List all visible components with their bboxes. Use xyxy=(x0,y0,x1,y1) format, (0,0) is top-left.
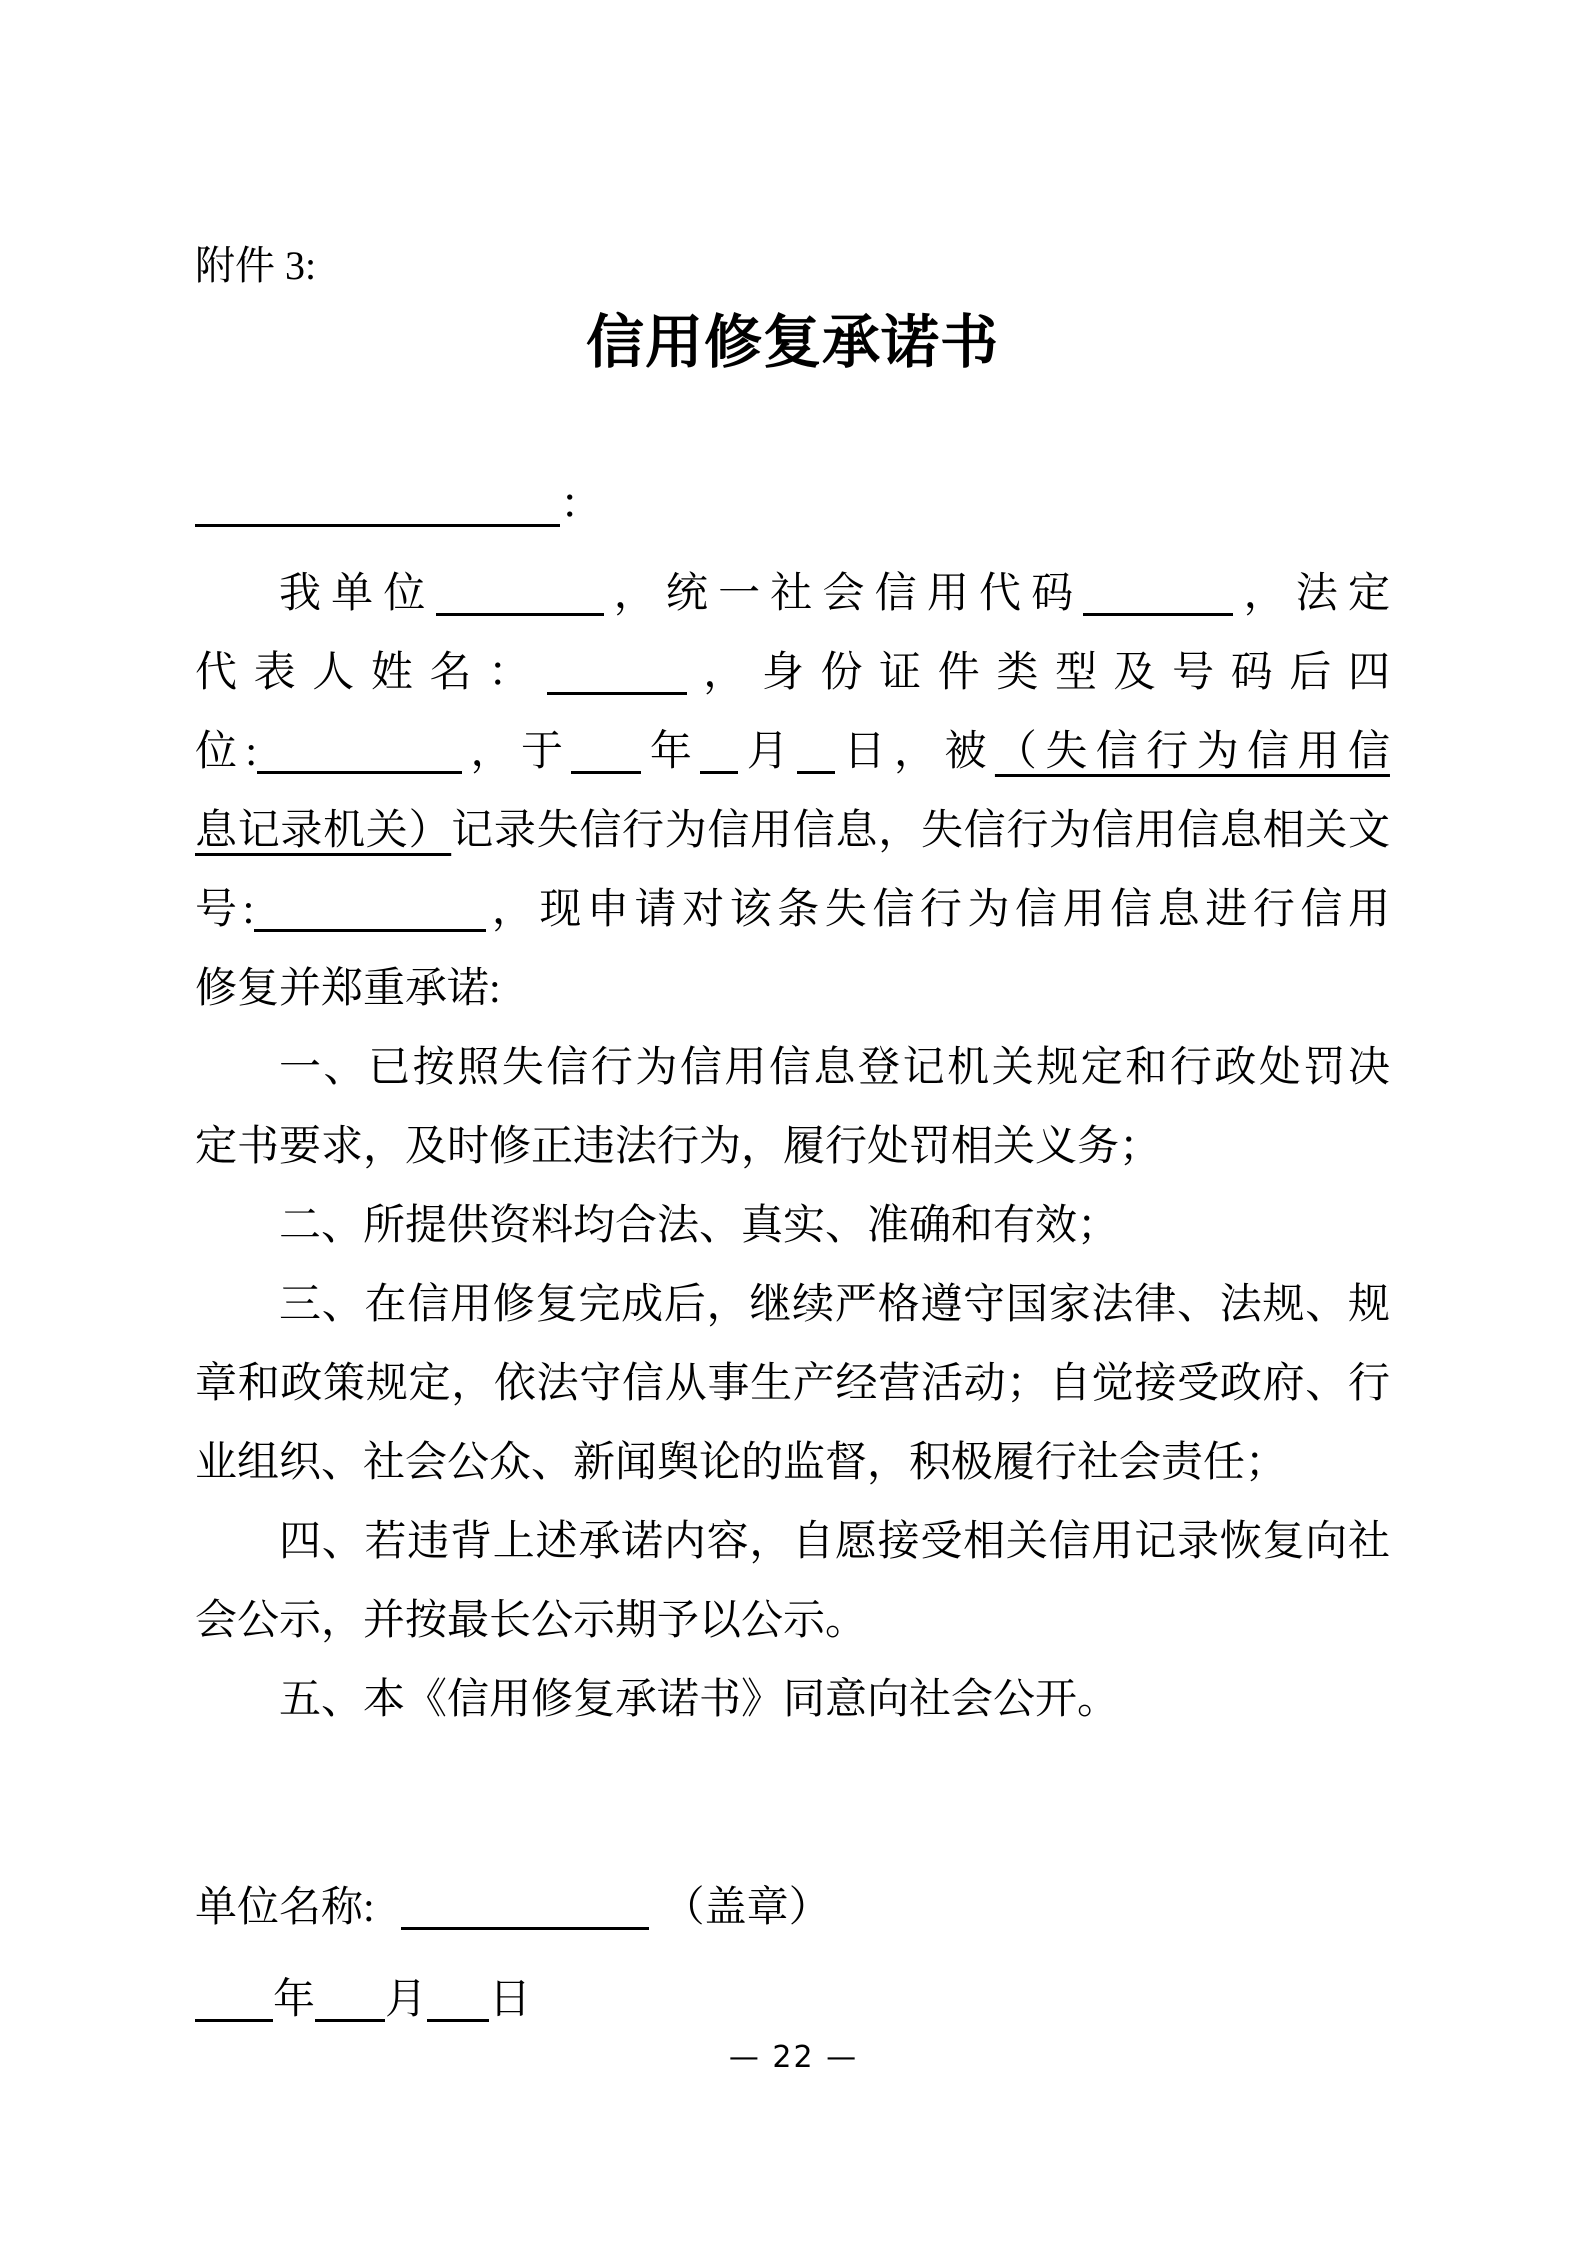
blank-fill-field xyxy=(254,885,486,932)
text-segment: ，法定 xyxy=(1233,571,1390,617)
text-segment: 定书要求，及时修正违法行为，履行处罚相关义务； xyxy=(195,1124,1162,1170)
intro-line-6 xyxy=(195,950,1390,1029)
text-segment: 年 xyxy=(273,1977,316,2023)
text-segment: ，统一社会信用代码 xyxy=(603,571,1084,617)
blank-fill-field xyxy=(547,648,687,695)
item-3-line-3 xyxy=(195,1424,1390,1503)
blank-fill-field xyxy=(401,1883,649,1930)
intro-line-3 xyxy=(195,713,1390,792)
text-segment: 月 xyxy=(385,1977,428,2023)
text-segment: 位: xyxy=(195,729,258,775)
item-2-line-1 xyxy=(195,1187,1390,1266)
underlined-text: （失信行为信用信 xyxy=(994,729,1390,775)
page-number: — 22 — xyxy=(728,2040,859,2075)
item-1-line-2 xyxy=(195,1108,1390,1187)
text-segment: 单位名称: xyxy=(195,1885,375,1931)
blank-fill-field xyxy=(797,727,835,774)
intro-line-4 xyxy=(195,792,1390,871)
text-segment: （盖章） xyxy=(662,1885,831,1931)
addressee-line xyxy=(195,466,1390,545)
text-segment: 修复并郑重承诺: xyxy=(195,966,501,1012)
document-body xyxy=(195,466,1390,1740)
item-5-line-1 xyxy=(195,1661,1390,1740)
blank-fill-field xyxy=(1083,569,1233,616)
item-1-line-1 xyxy=(195,1029,1390,1108)
blank-fill-field xyxy=(195,1975,273,2022)
text-segment: 五、本《信用修复承诺书》同意向社会公开。 xyxy=(279,1677,1120,1723)
text-segment: 二、所提供资料均合法、真实、准确和有效； xyxy=(279,1203,1120,1249)
blank-fill-field xyxy=(257,727,462,774)
item-3-line-2 xyxy=(195,1345,1390,1424)
text-segment: 年 xyxy=(641,729,701,775)
intro-line-2 xyxy=(195,634,1390,713)
item-4-line-2 xyxy=(195,1582,1390,1661)
text-segment: 号: xyxy=(195,887,255,933)
item-4-line-1 xyxy=(195,1503,1390,1582)
intro-line-5 xyxy=(195,871,1390,950)
text-segment: 记录失信行为信用信息，失信行为信用信息相关文 xyxy=(451,808,1390,854)
text-segment: ： xyxy=(560,482,603,528)
blank-fill-field xyxy=(571,727,641,774)
text-segment: 三、在信用修复完成后，继续严格遵守国家法律、法规、规 xyxy=(279,1282,1390,1328)
text-segment: ，于 xyxy=(462,729,572,775)
text-segment: 四、若违背上述承诺内容，自愿接受相关信用记录恢复向社 xyxy=(279,1519,1390,1565)
text-segment: 代表人姓名： xyxy=(195,650,547,696)
attachment-label: 附件 3: xyxy=(195,243,317,288)
intro-line-1 xyxy=(195,555,1390,634)
text-segment: 日 xyxy=(489,1977,532,2023)
text-segment: 月 xyxy=(738,729,798,775)
text-segment: 日，被 xyxy=(835,729,995,775)
signature-date-line xyxy=(195,1954,1142,2046)
underlined-text: 息记录机关） xyxy=(195,808,452,854)
blank-fill-field xyxy=(315,1975,385,2022)
text-segment: 会公示，并按最长公示期予以公示。 xyxy=(195,1598,868,1644)
signature-block xyxy=(195,1862,1390,2046)
text-segment: 一、已按照失信行为信用信息登记机关规定和行政处罚决 xyxy=(279,1045,1390,1091)
document-title: 信用修复承诺书 xyxy=(585,310,999,375)
text-segment: 章和政策规定，依法守信从事生产经营活动；自觉接受政府、行 xyxy=(195,1361,1390,1407)
blank-fill-field xyxy=(427,1975,489,2022)
text-segment: 我单位 xyxy=(279,571,436,617)
item-3-line-1 xyxy=(195,1266,1390,1345)
text-segment: 业组织、社会公众、新闻舆论的监督，积极履行社会责任； xyxy=(195,1440,1288,1486)
text-segment: ，身份证件类型及号码后四 xyxy=(686,650,1390,696)
blank-fill-field xyxy=(700,727,738,774)
text-segment: ，现申请对该条失信行为信用信息进行信用 xyxy=(486,887,1390,933)
signature-unit-line xyxy=(195,1862,1142,1954)
blank-fill-field xyxy=(436,569,604,616)
blank-fill-field xyxy=(195,480,560,527)
